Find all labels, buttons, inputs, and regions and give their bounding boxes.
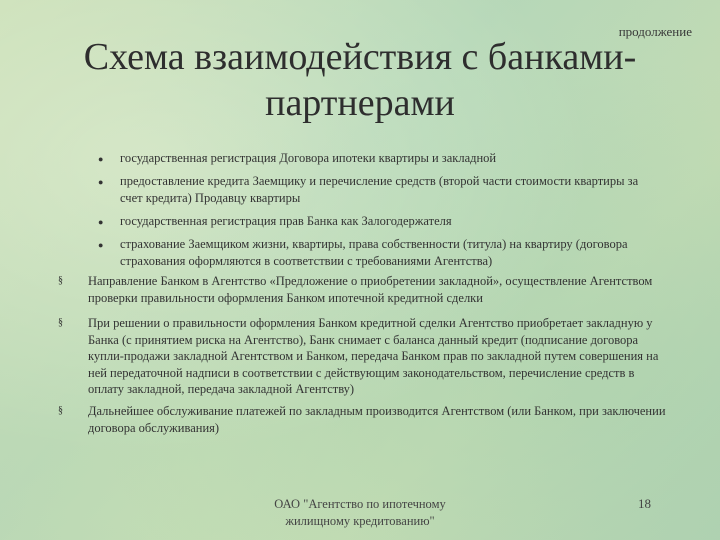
section-icon: § bbox=[58, 405, 63, 416]
sub-bullet-2 bbox=[98, 173, 640, 206]
sub-bullet-4 bbox=[98, 236, 640, 269]
bullet-dot-icon: ● bbox=[98, 154, 104, 164]
main-bullet-text: Дальнейшее обслуживание платежей по закладным производится Агентством (или Банком, при заключении договора обслуживания) bbox=[88, 404, 666, 435]
slide-title bbox=[40, 34, 680, 126]
footer-line-2: жилищному кредитованию" bbox=[285, 514, 435, 528]
sub-bullet-text: страхование Заемщиком жизни, квартиры, права собственности (титула) на квартиру (договора страхования оформляются в соответствии с требованиями Агентства) bbox=[120, 237, 628, 268]
sub-bullet-text: государственная регистрация прав Банка как Залогодержателя bbox=[120, 214, 452, 228]
title-line-1: Схема взаимодействия с банками- bbox=[83, 36, 637, 78]
title-line-2: партнерами bbox=[265, 82, 455, 124]
bullet-dot-icon: ● bbox=[98, 240, 104, 250]
main-bullet-3 bbox=[58, 403, 668, 436]
main-bullet-text: Направление Банком в Агентство «Предложение о приобретении закладной», осуществление Агентством проверки правильности оформления Банком ипотечной кредитной сделки bbox=[88, 274, 653, 305]
section-icon: § bbox=[58, 275, 63, 286]
sub-bullet-text: предоставление кредита Заемщику и перечисление средств (второй части стоимости квартиры за счет кредита) Продавцу квартиры bbox=[120, 174, 639, 205]
sub-bullet-3 bbox=[98, 213, 640, 230]
main-bullet-2 bbox=[58, 315, 668, 398]
sub-bullet-text: государственная регистрация Договора ипотеки квартиры и закладной bbox=[120, 151, 497, 165]
section-icon: § bbox=[58, 317, 63, 328]
main-bullet-text: При решении о правильности оформления Банком кредитной сделки Агентство приобретает закладную у Банка (с принятием риска на Агентство), Банк снимает с баланса данный кредит (подписание договора купли-продажи закладной Агентством и Банком, передача Банком прав по закладной путем совершения на ней передаточной надписи в соответствии с действующим законодательством, перечисление средств в оплату закладной, передача закладной Агентству) bbox=[88, 316, 659, 396]
footer-line-1: ОАО "Агентство по ипотечному bbox=[274, 497, 446, 511]
footer-organization bbox=[240, 496, 480, 530]
sub-bullet-1 bbox=[98, 150, 640, 167]
bullet-dot-icon: ● bbox=[98, 217, 104, 227]
main-bullet-1 bbox=[58, 273, 668, 306]
bullet-dot-icon: ● bbox=[98, 177, 104, 187]
continued-label: продолжение bbox=[618, 24, 692, 39]
page-number: 18 bbox=[638, 496, 651, 511]
